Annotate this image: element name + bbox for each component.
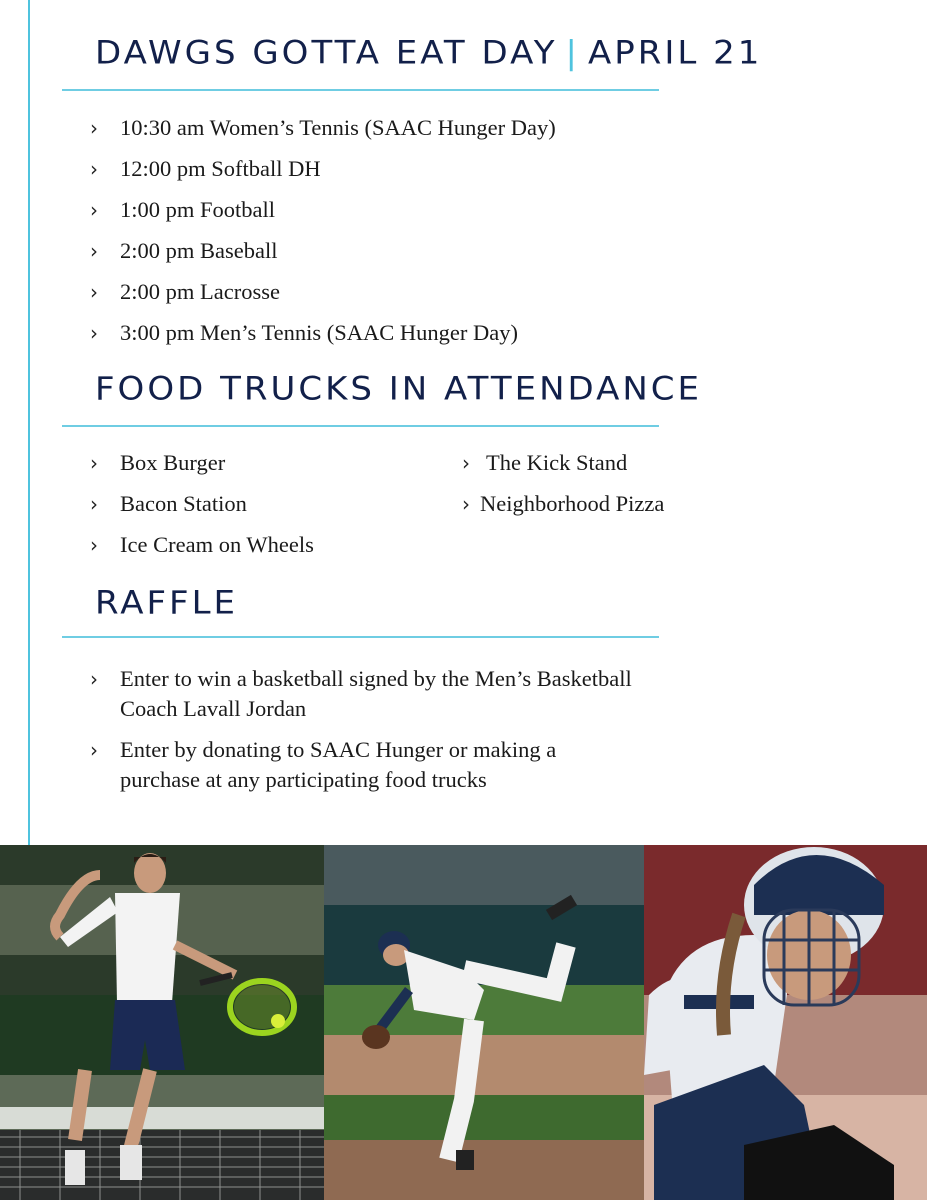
chevron-right-icon: ›: [90, 198, 98, 222]
food-truck-item: › Box Burger: [120, 448, 225, 478]
schedule-heading: [95, 34, 762, 72]
chevron-right-icon: ›: [90, 451, 98, 475]
schedule-item: › 10:30 am Women’s Tennis (SAAC Hunger Day): [120, 113, 556, 143]
photo-strip: [0, 845, 927, 1200]
schedule-item: › 2:00 pm Lacrosse: [120, 277, 280, 307]
heading-date: APRIL 21: [587, 34, 763, 72]
chevron-right-icon: ›: [462, 492, 470, 516]
food-truck-item: › Ice Cream on Wheels: [120, 530, 314, 560]
left-accent-line: [28, 0, 30, 845]
schedule-item: › 3:00 pm Men’s Tennis (SAAC Hunger Day): [120, 318, 518, 348]
heading-title: DAWGS GOTTA EAT DAY: [95, 34, 558, 72]
food-trucks-heading: FOOD TRUCKS IN ATTENDANCE: [95, 370, 703, 408]
chevron-right-icon: ›: [90, 738, 98, 762]
chevron-right-icon: ›: [462, 451, 470, 475]
schedule-item: › 2:00 pm Baseball: [120, 236, 277, 266]
heading-separator: |: [565, 34, 580, 72]
raffle-item: › Enter by donating to SAAC Hunger or making a purchase at any participating food trucks: [90, 737, 557, 792]
schedule-item: › 12:00 pm Softball DH: [120, 154, 321, 184]
food-trucks-divider: [62, 425, 659, 427]
chevron-right-icon: ›: [90, 157, 98, 181]
food-truck-item: › Bacon Station: [120, 489, 247, 519]
chevron-right-icon: ›: [90, 280, 98, 304]
food-truck-item: › The Kick Stand: [486, 448, 627, 478]
chevron-right-icon: ›: [90, 667, 98, 691]
tennis-player-photo: [0, 845, 324, 1200]
raffle-item: › Enter to win a basketball signed by the Men’s Basketball Coach Lavall Jordan: [90, 666, 632, 721]
baseball-pitcher-photo: [324, 845, 644, 1200]
chevron-right-icon: ›: [90, 116, 98, 140]
raffle-heading: RAFFLE: [95, 584, 239, 622]
schedule-divider: [62, 89, 659, 91]
softball-catcher-photo: [644, 845, 927, 1200]
chevron-right-icon: ›: [90, 533, 98, 557]
food-truck-item: › Neighborhood Pizza: [480, 489, 664, 519]
raffle-divider: [62, 636, 659, 638]
chevron-right-icon: ›: [90, 321, 98, 345]
chevron-right-icon: ›: [90, 492, 98, 516]
chevron-right-icon: ›: [90, 239, 98, 263]
schedule-item: › 1:00 pm Football: [120, 195, 275, 225]
